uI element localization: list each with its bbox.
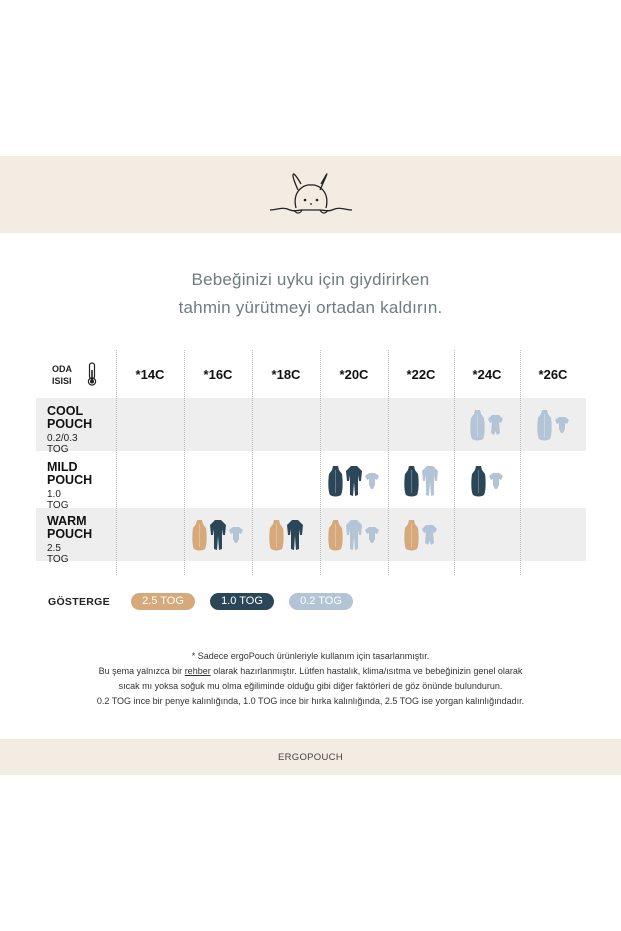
cell-garments (252, 516, 320, 554)
legend-pill-0-2-tog: 0.2 TOG (289, 593, 353, 610)
column-header: *16C (203, 367, 233, 382)
sleeping-bag-navy-icon (327, 465, 344, 497)
sleeping-bag-tan-icon (327, 519, 344, 551)
cell-garments (320, 462, 388, 500)
room-temp-label-line1: ODA (52, 364, 72, 374)
column-header: *26C (538, 367, 568, 382)
row-tog-value: 0.2/0.3 TOG (47, 433, 78, 455)
cell-garments (388, 516, 454, 554)
room-temp-label (52, 363, 72, 387)
row-title-line1: MILD (47, 460, 78, 474)
sleeping-bag-navy-icon (403, 465, 420, 497)
footed-sleepsuit-navy-icon (286, 519, 304, 551)
row-title (47, 515, 92, 541)
romper-light-icon (421, 524, 438, 546)
row-title-line1: COOL (47, 404, 84, 418)
note-line2-pre: Bu şema yalnızca bir (98, 666, 185, 676)
column-divider (116, 350, 117, 575)
footed-sleepsuit-light-icon (345, 519, 363, 551)
column-header: *18C (271, 367, 301, 382)
row-title (47, 461, 92, 487)
cell-garments (454, 406, 520, 444)
legend-label: GÖSTERGE (48, 596, 110, 608)
romper-light-icon (487, 414, 504, 436)
headline-line1: Bebeğinizi uyku için giydirirken (191, 270, 430, 289)
footed-sleepsuit-navy-icon (345, 465, 363, 497)
note-line1: * Sadece ergoPouch ürünleriyle kullanım için tasarlanmıştır. (191, 651, 430, 661)
row-title (47, 405, 92, 431)
note-line2-post: olarak hazırlanmıştır. Lütfen hastalık, klima/ısıtma ve bebeğinizin genel olarak (210, 666, 523, 676)
sleeping-bag-tan-icon (268, 519, 285, 551)
column-divider (520, 350, 521, 575)
cell-garments (520, 406, 586, 444)
cell-garments (388, 462, 454, 500)
legend-pill-1-0-tog: 1.0 TOG (210, 593, 274, 610)
note-line3: sıcak mı yoksa soğuk mu olma eğiliminde olduğu gibi diğer faktörleri de göz önünde bulundurun. (118, 681, 503, 691)
sleeping-bag-tan-icon (191, 519, 208, 551)
row-title-line2: POUCH (47, 527, 93, 541)
footed-sleepsuit-light-icon (421, 465, 439, 497)
note-line2 (0, 666, 621, 676)
sleeping-bag-navy-icon (470, 465, 487, 497)
legend-pill-2-5-tog: 2.5 TOG (131, 593, 195, 610)
note-line4: 0.2 TOG ince bir penye kalınlığında, 1.0 TOG ince bir hırka kalınlığında, 2.5 TOG ise yorgan kalınlığındadır. (96, 696, 525, 706)
column-header: *14C (135, 367, 165, 382)
sleeping-bag-tan-icon (403, 519, 420, 551)
sleeping-bag-light-icon (536, 409, 553, 441)
note-guide-word: rehber (184, 666, 211, 676)
row-title-line2: POUCH (47, 417, 93, 431)
column-header: *20C (339, 367, 369, 382)
footed-sleepsuit-navy-icon (209, 519, 227, 551)
bunny-peeking-icon (268, 170, 354, 220)
bodysuit-light-icon (364, 526, 380, 544)
room-temp-label-line2: ISISI (52, 376, 72, 386)
cell-garments (184, 516, 252, 554)
bodysuit-light-icon (488, 472, 504, 490)
sleeping-bag-light-icon (469, 409, 486, 441)
cell-garments (454, 462, 520, 500)
bodysuit-light-icon (228, 526, 244, 544)
row-tog-value: 1.0 TOG (47, 489, 69, 511)
row-title-line2: POUCH (47, 473, 93, 487)
column-header: *22C (406, 367, 436, 382)
footer-brand: ERGOPOUCH (278, 752, 343, 763)
bodysuit-light-icon (554, 416, 570, 434)
row-tog-value: 2.5 TOG (47, 543, 69, 565)
bodysuit-light-icon (364, 472, 380, 490)
column-header: *24C (472, 367, 502, 382)
thermometer-icon (86, 362, 98, 386)
cell-garments (320, 516, 388, 554)
headline-line2: tahmin yürütmeyi ortadan kaldırın. (178, 298, 443, 317)
row-title-line1: WARM (47, 514, 87, 528)
